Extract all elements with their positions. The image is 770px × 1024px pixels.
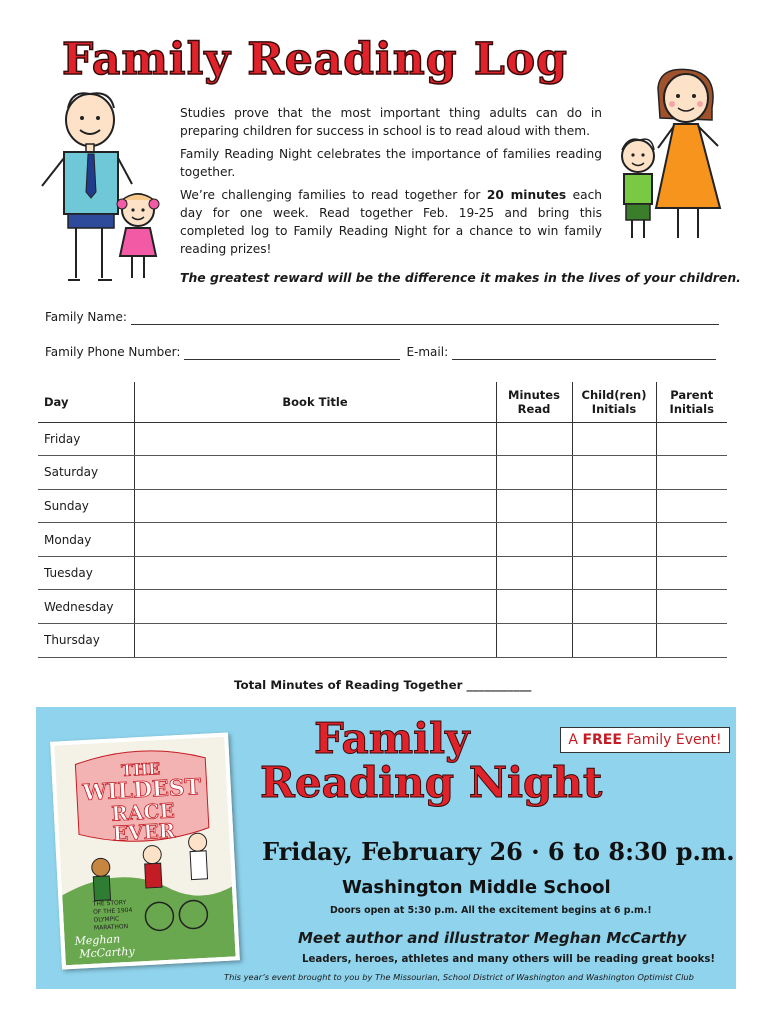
page-title: Family Reading Log xyxy=(62,34,568,85)
phone-label: Family Phone Number: xyxy=(45,345,181,359)
child-initials-cell[interactable] xyxy=(572,590,656,624)
email-label: E-mail: xyxy=(406,345,449,359)
book-title-cell[interactable] xyxy=(134,556,496,590)
parent-initials-cell[interactable] xyxy=(656,624,727,658)
intro-paragraph-2: Family Reading Night celebrates the importance of families reading together. xyxy=(180,147,602,179)
intro-text xyxy=(180,104,602,263)
day-cell: Monday xyxy=(38,523,134,557)
book-subtitle-line-4: MARATHON xyxy=(93,922,129,932)
parent-initials-cell[interactable] xyxy=(656,590,727,624)
challenge-minutes: 20 minutes xyxy=(486,188,567,202)
minutes-cell[interactable] xyxy=(496,590,572,624)
family-name-label: Family Name: xyxy=(45,310,127,324)
book-title-line-3: RACE xyxy=(110,798,176,826)
book-subtitle-line-2: OF THE 1904 xyxy=(92,906,133,916)
event-banner xyxy=(36,707,736,989)
book-title-cell[interactable] xyxy=(134,523,496,557)
book-subtitle-line-3: OLYMPIC xyxy=(93,915,120,924)
parent-initials-cell[interactable] xyxy=(656,422,727,456)
header-day: Day xyxy=(38,382,134,422)
minutes-cell[interactable] xyxy=(496,489,572,523)
day-cell: Wednesday xyxy=(38,590,134,624)
phone-line[interactable] xyxy=(184,348,400,360)
table-row xyxy=(38,590,727,624)
table-header-row xyxy=(38,382,727,422)
family-name-row xyxy=(45,309,719,325)
event-title-line-2: Reading Night xyxy=(260,758,603,807)
free-event-badge: A FREE Family Event! xyxy=(560,727,730,753)
child-initials-cell[interactable] xyxy=(572,556,656,590)
book-title-cell[interactable] xyxy=(134,456,496,490)
meet-author: Meet author and illustrator Meghan McCarthy xyxy=(298,929,687,947)
table-row xyxy=(38,523,727,557)
minutes-cell[interactable] xyxy=(496,456,572,490)
mom-and-son-illustration xyxy=(600,68,750,248)
minutes-cell[interactable] xyxy=(496,556,572,590)
parent-initials-cell[interactable] xyxy=(656,456,727,490)
leaders-reading: Leaders, heroes, athletes and many others will be reading great books! xyxy=(302,954,716,965)
day-cell: Sunday xyxy=(38,489,134,523)
dad-and-daughter-illustration xyxy=(28,88,178,288)
minutes-cell[interactable] xyxy=(496,422,572,456)
book-cover-image xyxy=(50,732,240,969)
contact-row xyxy=(45,344,716,360)
header-children-initials: Child(ren) Initials xyxy=(572,382,656,422)
day-cell: Friday xyxy=(38,422,134,456)
parent-initials-cell[interactable] xyxy=(656,489,727,523)
sponsor-credit: This year’s event brought to you by The Missourian, School District of Washington and Washington Optimist Club xyxy=(224,972,694,982)
header-minutes-read: Minutes Read xyxy=(496,382,572,422)
table-row xyxy=(38,489,727,523)
child-initials-cell[interactable] xyxy=(572,624,656,658)
family-name-line[interactable] xyxy=(131,313,719,325)
intro-paragraph-1: Studies prove that the most important thing adults can do in preparing children for success in school is to read aloud with them. xyxy=(180,106,602,138)
book-author-line-1: Meghan xyxy=(74,932,121,948)
intro-paragraph-3: We’re challenging families to read together for 20 minutes each day for one week. Read together Feb. 19-25 and bring this completed log to Family Reading Night for a chance to win family reading prizes! xyxy=(180,188,602,256)
child-initials-cell[interactable] xyxy=(572,422,656,456)
parent-initials-cell[interactable] xyxy=(656,523,727,557)
event-date: Friday, February 26 · 6 to 8:30 p.m. xyxy=(262,837,735,866)
child-initials-cell[interactable] xyxy=(572,456,656,490)
table-row xyxy=(38,456,727,490)
book-author-line-2: McCarthy xyxy=(78,944,135,961)
child-initials-cell[interactable] xyxy=(572,489,656,523)
total-minutes: Total Minutes of Reading Together ___________ xyxy=(234,678,532,692)
doors-open-info: Doors open at 5:30 p.m. All the excitement begins at 6 p.m.! xyxy=(330,905,652,916)
event-location: Washington Middle School xyxy=(342,877,611,898)
table-row xyxy=(38,624,727,658)
table-row xyxy=(38,422,727,456)
minutes-cell[interactable] xyxy=(496,523,572,557)
minutes-cell[interactable] xyxy=(496,624,572,658)
day-cell: Saturday xyxy=(38,456,134,490)
reading-log-table xyxy=(38,382,727,658)
book-title-cell[interactable] xyxy=(134,590,496,624)
header-parent-initials: Parent Initials xyxy=(656,382,727,422)
table-row xyxy=(38,556,727,590)
header-book-title: Book Title xyxy=(134,382,496,422)
book-subtitle-line-1: THE STORY xyxy=(92,899,127,908)
book-title-cell[interactable] xyxy=(134,624,496,658)
day-cell: Thursday xyxy=(38,624,134,658)
day-cell: Tuesday xyxy=(38,556,134,590)
book-title-cell[interactable] xyxy=(134,489,496,523)
event-title xyxy=(260,714,603,807)
book-title-cell[interactable] xyxy=(134,422,496,456)
book-title-line-1: THE xyxy=(120,759,161,781)
event-title-line-1: Family xyxy=(314,714,470,763)
book-title-line-2: WILDEST xyxy=(81,773,202,807)
reward-statement: The greatest reward will be the difference it makes in the lives of your children. xyxy=(180,270,741,285)
email-line[interactable] xyxy=(452,348,716,360)
parent-initials-cell[interactable] xyxy=(656,556,727,590)
child-initials-cell[interactable] xyxy=(572,523,656,557)
book-title-line-4: EVER xyxy=(112,818,176,846)
